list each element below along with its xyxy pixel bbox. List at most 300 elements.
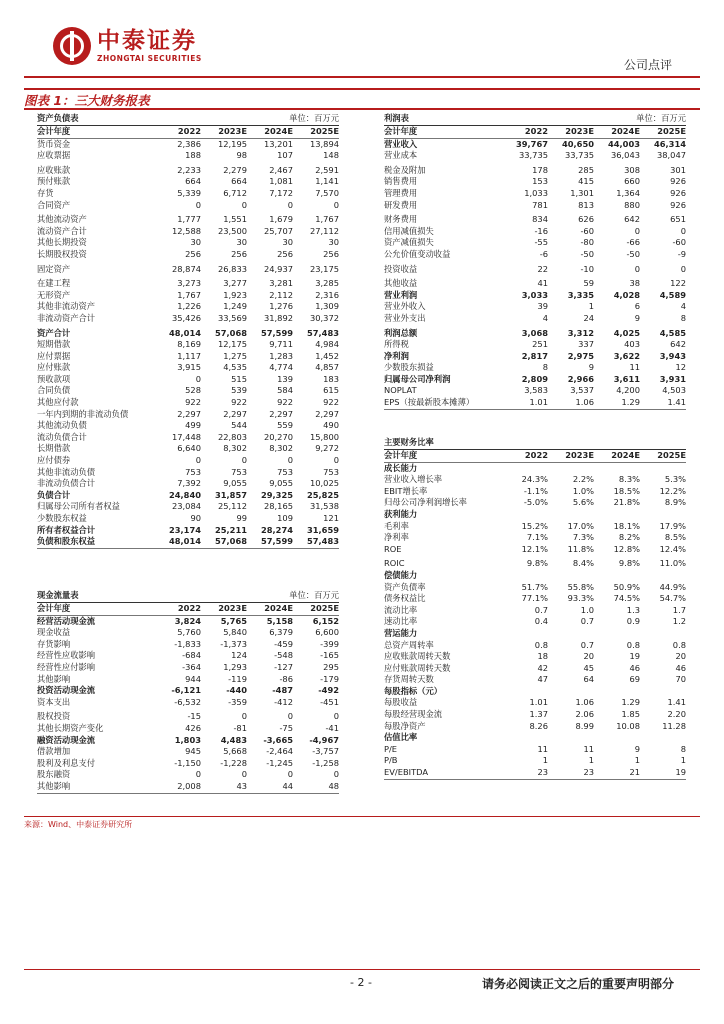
row-value: 43 — [236, 780, 247, 791]
row-label: 资产减值损失 — [384, 237, 434, 248]
table-row — [37, 639, 339, 651]
row-value: 9 — [634, 312, 640, 323]
row-value: 664 — [231, 176, 247, 187]
row-value: 2,008 — [177, 780, 201, 791]
row-value: 8.26 — [529, 720, 548, 731]
row-label: 其他长期投资 — [37, 237, 87, 248]
row-label: 流动负债合计 — [37, 431, 87, 442]
row-value: 17.9% — [659, 520, 686, 531]
table-row — [384, 521, 686, 533]
header-year: 2025E — [310, 126, 339, 136]
row-label: 应收票据 — [37, 150, 71, 161]
table-row — [37, 627, 339, 639]
row-value: 6,712 — [223, 187, 247, 198]
row-value: 539 — [231, 385, 247, 396]
row-value: 11 — [583, 743, 594, 754]
row-value: 3,277 — [223, 278, 247, 289]
row-value — [548, 732, 594, 744]
row-value: 4,857 — [315, 362, 339, 373]
row-value: 945 — [185, 746, 201, 757]
row-value: -1,245 — [266, 757, 293, 768]
row-label: 预付账款 — [37, 176, 71, 187]
row-value: 256 — [185, 248, 201, 259]
row-label: 长期借款 — [37, 443, 71, 454]
row-label: 营运能力 — [384, 627, 418, 638]
row-value: 109 — [277, 513, 293, 523]
row-value: -1,150 — [174, 757, 201, 768]
table-row — [37, 674, 339, 686]
row-value: 1 — [588, 301, 594, 312]
company-logo — [53, 27, 202, 65]
row-label: P/B — [384, 755, 398, 766]
row-label: 存货影响 — [37, 638, 71, 649]
row-value: 256 — [323, 248, 339, 259]
row-label: 税金及附加 — [384, 164, 426, 175]
row-value: 35,426 — [171, 312, 201, 323]
row-label: 流动比率 — [384, 604, 418, 615]
row-value: 2,297 — [315, 408, 339, 419]
table-row — [384, 339, 686, 351]
figure-title: 图表 1：三大财务报表 — [24, 93, 150, 108]
row-value: 2,112 — [269, 289, 293, 300]
row-value: 2,817 — [521, 350, 548, 361]
row-value: -127 — [274, 661, 293, 672]
row-value: 90 — [190, 513, 201, 523]
table-row — [37, 443, 339, 455]
row-value: 153 — [532, 176, 548, 187]
row-value: 121 — [323, 513, 339, 523]
balance-sheet-table — [37, 113, 339, 549]
row-value: 753 — [277, 466, 293, 477]
row-value: 18.5% — [613, 485, 640, 496]
row-value: 17.0% — [567, 520, 594, 531]
table-row — [384, 674, 686, 686]
row-value: 28,874 — [171, 263, 201, 274]
row-value: 0 — [287, 769, 293, 780]
row-value: 28,165 — [263, 501, 293, 512]
row-value: 0 — [333, 199, 339, 210]
row-value: 1.85 — [621, 709, 640, 720]
row-value: 8.2% — [618, 532, 640, 543]
row-value: 31,857 — [214, 489, 247, 500]
row-value: 2,279 — [223, 164, 247, 175]
logo-cn-text: 中泰证券 — [97, 28, 197, 54]
row-value: 5.3% — [664, 474, 686, 485]
table-row — [384, 640, 686, 652]
header-label: 会计年度 — [384, 126, 418, 136]
row-value: -16 — [534, 225, 548, 236]
table-row — [384, 301, 686, 313]
row-label: 每股收益 — [384, 697, 418, 708]
row-value: 4,535 — [223, 362, 247, 373]
table-title-row — [384, 113, 686, 126]
header-label: 会计年度 — [37, 603, 71, 613]
row-value: -10 — [580, 263, 594, 274]
table-row — [384, 709, 686, 721]
table-row — [384, 397, 686, 410]
row-value: 12.8% — [613, 543, 640, 554]
table-row — [37, 200, 339, 212]
row-value: 7,570 — [315, 187, 339, 198]
row-value: 98 — [236, 150, 247, 161]
row-value: 781 — [532, 199, 548, 210]
table-row — [37, 781, 339, 794]
row-value: 178 — [532, 164, 548, 175]
table-title: 资产负债表 — [37, 113, 79, 123]
table-title: 主要财务比率 — [384, 437, 434, 447]
header-label: 会计年度 — [37, 126, 71, 136]
row-value: 1.3 — [626, 604, 640, 615]
row-value: 2.20 — [667, 709, 686, 720]
row-value: 6,379 — [269, 627, 293, 638]
table-header-row — [384, 126, 686, 139]
row-value: 12,175 — [217, 339, 247, 350]
table-row — [37, 513, 339, 525]
row-label: NOPLAT — [384, 385, 417, 396]
row-value: 256 — [231, 248, 247, 259]
row-value: 1.06 — [575, 397, 594, 408]
row-value: 651 — [670, 214, 686, 225]
table-row — [37, 328, 339, 340]
header-year: 2023E — [565, 126, 594, 136]
row-value: 3,273 — [177, 278, 201, 289]
row-label: 资本支出 — [37, 696, 71, 707]
row-value: 1,283 — [269, 350, 293, 361]
row-value: 48,014 — [168, 536, 201, 547]
row-value: 3,622 — [613, 350, 640, 361]
row-value: 51.7% — [521, 581, 548, 592]
row-value: 139 — [277, 373, 293, 384]
row-value: 3,943 — [659, 350, 686, 361]
row-value: 3,033 — [521, 289, 548, 300]
table-row — [384, 313, 686, 325]
row-value: 3,281 — [269, 278, 293, 289]
row-value: 20,270 — [263, 431, 293, 442]
row-value: 584 — [277, 385, 293, 396]
row-label: 借款增加 — [37, 746, 71, 757]
row-value — [490, 509, 548, 521]
row-value: -1,228 — [220, 757, 247, 768]
row-label: ROE — [384, 543, 402, 554]
row-value: 515 — [231, 373, 247, 384]
row-value: -548 — [274, 650, 293, 661]
row-value: 2,297 — [269, 408, 293, 419]
row-value: 22 — [537, 263, 548, 274]
row-value: -364 — [182, 661, 201, 672]
row-value: 4 — [680, 301, 686, 312]
row-value: 74.5% — [613, 593, 640, 604]
header-divider — [24, 76, 700, 78]
row-value: -119 — [228, 673, 247, 684]
table-row — [37, 650, 339, 662]
table-row — [37, 290, 339, 302]
row-value: 44 — [282, 780, 293, 791]
row-value: 8.5% — [664, 532, 686, 543]
row-value: 12.4% — [659, 543, 686, 554]
row-value: 1,679 — [269, 214, 293, 225]
row-label: 归属母公司所有者权益 — [37, 501, 120, 512]
row-value: -1,833 — [174, 638, 201, 649]
table-row — [37, 176, 339, 188]
row-value: 46 — [675, 662, 686, 673]
row-value: 23,500 — [217, 225, 247, 236]
table-row — [37, 490, 339, 502]
row-value: 834 — [532, 214, 548, 225]
row-value: 13,201 — [263, 138, 293, 149]
table-row — [37, 165, 339, 177]
row-value: 8.99 — [575, 720, 594, 731]
row-value: 59 — [583, 278, 594, 289]
table-row — [37, 723, 339, 735]
row-value: 1.01 — [529, 697, 548, 708]
row-value: 93.3% — [567, 593, 594, 604]
row-label: 股东融资 — [37, 769, 71, 780]
row-value: 50.9% — [613, 581, 640, 592]
row-value: 23 — [537, 767, 548, 778]
row-value: 57,599 — [260, 536, 293, 547]
row-value: 0 — [241, 455, 247, 466]
row-value: 1,301 — [570, 187, 594, 198]
row-value: 285 — [578, 164, 594, 175]
row-value: -492 — [318, 685, 339, 696]
row-value: -6 — [539, 248, 548, 259]
row-value: 23,084 — [171, 501, 201, 512]
row-label: 营业收入 — [384, 138, 418, 149]
row-value: -459 — [274, 638, 293, 649]
table-row — [37, 525, 339, 537]
table-row — [384, 474, 686, 486]
row-value: 8.9% — [664, 497, 686, 508]
row-value: 44,003 — [607, 138, 640, 149]
table-row — [37, 214, 339, 226]
row-value: 7.1% — [526, 532, 548, 543]
row-value: 0.8 — [626, 639, 640, 650]
row-value: 33,569 — [217, 312, 247, 323]
row-value: 922 — [323, 397, 339, 408]
table-row — [37, 351, 339, 363]
row-value: 44.9% — [659, 581, 686, 592]
row-value: 57,068 — [214, 536, 247, 547]
row-value: 2.06 — [575, 709, 594, 720]
row-value: -50 — [626, 248, 640, 259]
row-value: 19 — [675, 767, 686, 778]
row-label: 净利率 — [384, 532, 409, 543]
table-row — [384, 328, 686, 340]
row-value: 9 — [588, 362, 594, 373]
row-label: 非流动资产合计 — [37, 312, 96, 323]
table-row — [384, 570, 686, 582]
row-value: 8.3% — [618, 474, 640, 485]
table-row — [384, 628, 686, 640]
row-value: 8,302 — [269, 443, 293, 454]
table-title-row — [37, 113, 339, 126]
table-row — [384, 744, 686, 756]
table-row — [384, 264, 686, 276]
row-value: -9 — [677, 248, 686, 259]
row-value: 664 — [185, 176, 201, 187]
row-value: 1 — [680, 755, 686, 766]
header-year: 2023E — [218, 603, 247, 613]
table-row — [384, 176, 686, 188]
row-value: 415 — [578, 176, 594, 187]
row-value: 30 — [282, 237, 293, 248]
row-value: -75 — [279, 722, 293, 733]
table-row — [37, 301, 339, 313]
table-row — [384, 290, 686, 302]
row-value: 1.41 — [667, 697, 686, 708]
row-value — [548, 463, 594, 475]
row-label: 其他影响 — [37, 673, 71, 684]
row-value: 8,302 — [223, 443, 247, 454]
row-value: 57,068 — [214, 327, 247, 338]
row-value: -412 — [274, 696, 293, 707]
table-header-row — [37, 126, 339, 139]
row-value: 25,825 — [306, 489, 339, 500]
table-row — [37, 397, 339, 409]
row-value — [640, 628, 686, 640]
row-value: 6,640 — [177, 443, 201, 454]
row-value: 426 — [185, 722, 201, 733]
row-value: 30 — [190, 237, 201, 248]
row-value — [594, 732, 640, 744]
row-value: 3,824 — [174, 615, 201, 626]
row-value: 6,600 — [315, 627, 339, 638]
table-row — [384, 214, 686, 226]
row-value: 1,275 — [223, 350, 247, 361]
table-row — [384, 385, 686, 397]
row-value: 29,325 — [260, 489, 293, 500]
row-value: 26,833 — [217, 263, 247, 274]
row-value: 0 — [680, 263, 686, 274]
row-value: 17,448 — [171, 431, 201, 442]
row-value: 1,309 — [315, 301, 339, 312]
table-header-row — [384, 450, 686, 463]
header-year: 2024E — [611, 450, 640, 460]
row-value: 1,452 — [315, 350, 339, 361]
row-value: 660 — [624, 176, 640, 187]
row-value: 4 — [542, 312, 548, 323]
cash-flow-table — [37, 590, 339, 794]
row-value: 944 — [185, 673, 201, 684]
row-value: 9,055 — [223, 478, 247, 489]
row-value: 7,392 — [177, 478, 201, 489]
row-value: 38,047 — [656, 150, 686, 161]
row-value: 8 — [542, 362, 548, 373]
row-value: 31,659 — [306, 524, 339, 535]
row-value: 48,014 — [168, 327, 201, 338]
row-label: 估值比率 — [384, 732, 418, 743]
row-value — [490, 628, 548, 640]
source-note: 来源：Wind、中泰证券研究所 — [24, 820, 133, 829]
row-label: 速动比率 — [384, 616, 418, 627]
table-row — [37, 374, 339, 386]
row-value: 9 — [634, 743, 640, 754]
row-label: 一年内到期的非流动负债 — [37, 408, 129, 419]
table-row — [37, 237, 339, 249]
row-value: 4,028 — [613, 289, 640, 300]
row-value: 0 — [195, 373, 201, 384]
row-value: 69 — [629, 674, 640, 685]
table-row — [37, 278, 339, 290]
row-value: 1,293 — [223, 661, 247, 672]
row-value — [594, 509, 640, 521]
figure-top-rule — [24, 88, 700, 90]
table-row — [384, 532, 686, 544]
row-value: -3,757 — [312, 746, 339, 757]
row-value: 23,175 — [309, 263, 339, 274]
row-value: 1,276 — [269, 301, 293, 312]
footer-divider — [24, 969, 700, 970]
row-value: 0 — [195, 769, 201, 780]
table-row — [37, 188, 339, 200]
row-label: 货币资金 — [37, 138, 71, 149]
row-value: 0 — [333, 711, 339, 722]
row-value: -55 — [534, 237, 548, 248]
row-value: 39,767 — [515, 138, 548, 149]
row-label: 公允价值变动收益 — [384, 248, 451, 259]
row-value: 3,312 — [567, 327, 594, 338]
row-label: 经营活动现金流 — [37, 615, 96, 626]
row-value: 18 — [537, 651, 548, 662]
row-label: 流动资产合计 — [37, 225, 87, 236]
row-label: 预收款项 — [37, 373, 71, 384]
row-value: 11.28 — [662, 720, 686, 731]
row-value: 0 — [241, 199, 247, 210]
row-value — [640, 509, 686, 521]
row-value: 1.29 — [621, 397, 640, 408]
table-row — [384, 200, 686, 212]
row-label: 非流动负债合计 — [37, 478, 96, 489]
table-row — [37, 249, 339, 261]
row-value: 301 — [670, 164, 686, 175]
row-value: 77.1% — [521, 593, 548, 604]
row-value: 21 — [629, 767, 640, 778]
row-value: 1,551 — [223, 214, 247, 225]
table-row — [384, 767, 686, 780]
row-value: 528 — [185, 385, 201, 396]
table-row — [384, 463, 686, 475]
row-value: -1,258 — [312, 757, 339, 768]
row-value: 33,735 — [564, 150, 594, 161]
row-value: 544 — [231, 420, 247, 431]
row-label: 每股指标（元） — [384, 685, 443, 696]
row-value: 1.0% — [572, 485, 594, 496]
row-value: 10.08 — [616, 720, 640, 731]
row-label: EV/EBITDA — [384, 767, 429, 778]
row-value: -1.1% — [523, 485, 548, 496]
row-value: 0.7 — [580, 639, 594, 650]
row-value: 4,774 — [269, 362, 293, 373]
row-value: 38 — [629, 278, 640, 289]
row-value: 3,611 — [613, 373, 640, 384]
row-value: 0 — [634, 263, 640, 274]
row-value: 4,483 — [220, 734, 247, 745]
row-value: -2,464 — [266, 746, 293, 757]
table-row — [37, 685, 339, 697]
row-label: 经营性应收影响 — [37, 650, 96, 661]
row-value: 8.4% — [572, 558, 594, 569]
page-header — [0, 0, 724, 92]
row-value: 30,372 — [309, 312, 339, 323]
row-label: 负债合计 — [37, 489, 71, 500]
row-value: 2,297 — [223, 408, 247, 419]
table-row — [37, 455, 339, 467]
table-row — [37, 339, 339, 351]
row-value: 9,711 — [269, 339, 293, 350]
row-label: 应付账款 — [37, 362, 71, 373]
row-value — [594, 463, 640, 475]
row-value: 183 — [323, 373, 339, 384]
